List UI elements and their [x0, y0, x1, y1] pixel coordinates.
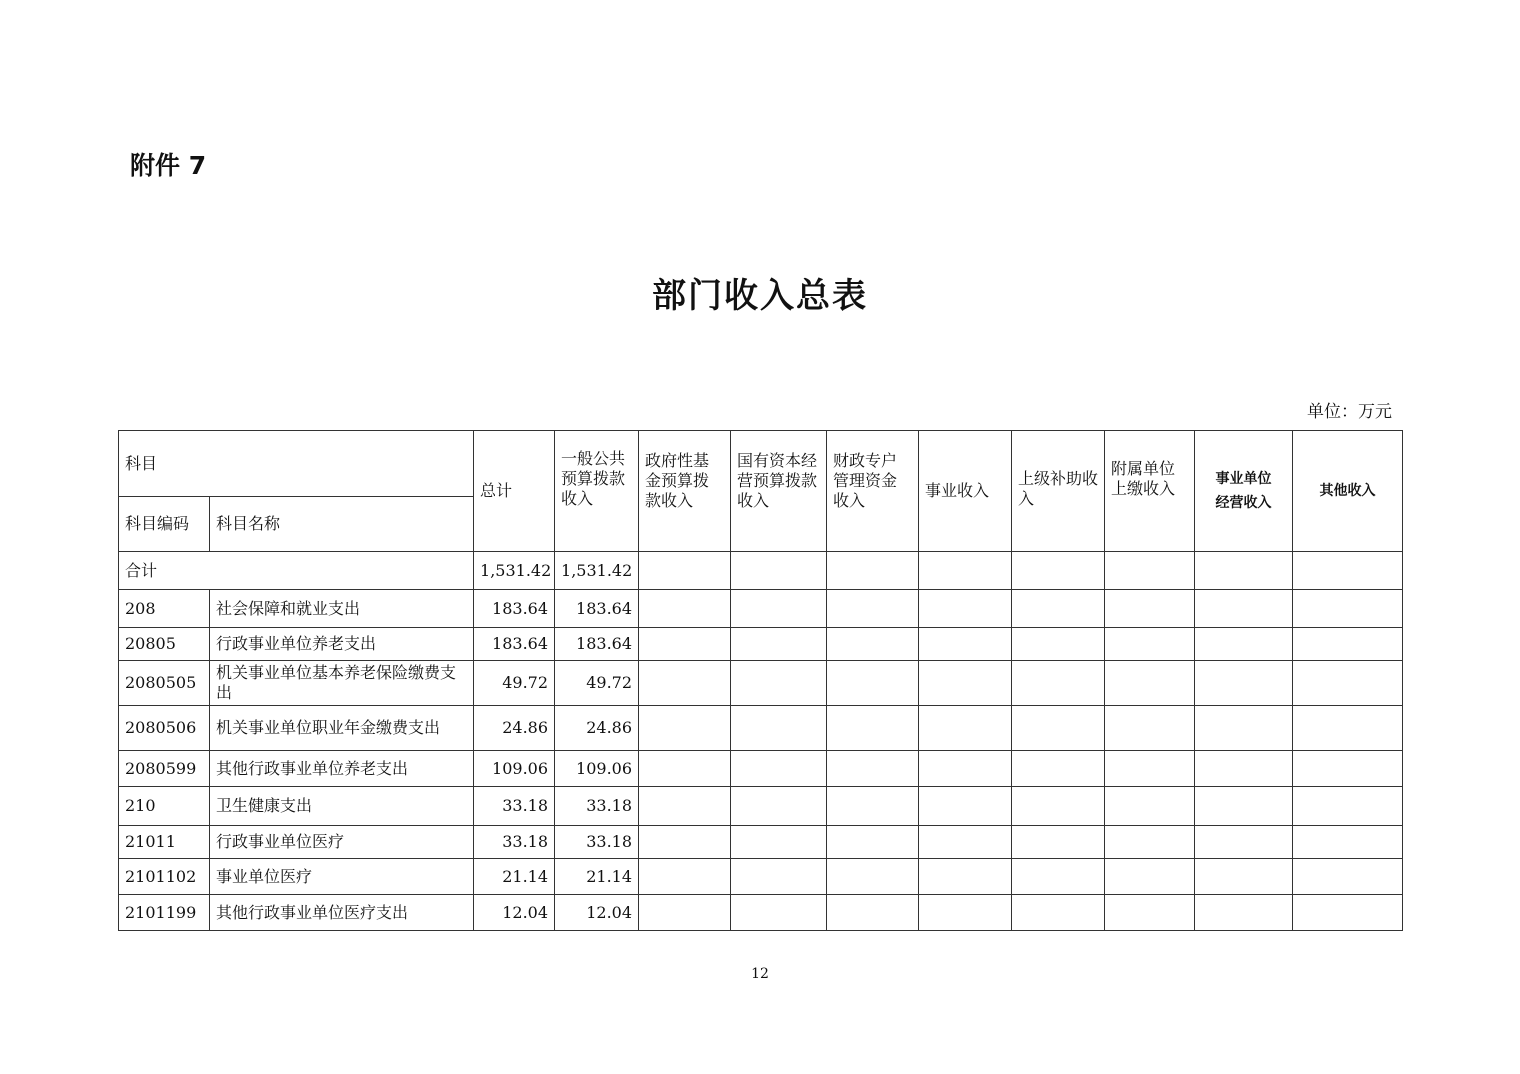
header-superior-subsidy: 上级补助收入	[1012, 431, 1105, 552]
row-general-budget: 21.14	[555, 859, 639, 895]
row-name: 机关事业单位基本养老保险缴费支出	[210, 661, 474, 706]
total-sum: 1,531.42	[474, 552, 555, 590]
row-total: 109.06	[474, 751, 555, 787]
header-code: 科目编码	[119, 497, 210, 552]
header-state-capital: 国有资本经营预算拨款收入	[731, 431, 827, 552]
row-code: 2080506	[119, 706, 210, 751]
row-code: 2080505	[119, 661, 210, 706]
row-total: 49.72	[474, 661, 555, 706]
row-total: 33.18	[474, 826, 555, 859]
row-name: 卫生健康支出	[210, 787, 474, 826]
total-row	[119, 552, 1403, 590]
row-code: 2080599	[119, 751, 210, 787]
header-gov-fund: 政府性基金预算拨款收入	[639, 431, 731, 552]
row-general-budget: 33.18	[555, 826, 639, 859]
total-general-budget: 1,531.42	[555, 552, 639, 590]
row-general-budget: 109.06	[555, 751, 639, 787]
row-code: 208	[119, 590, 210, 628]
page-title: 部门收入总表	[652, 276, 868, 316]
row-total: 33.18	[474, 787, 555, 826]
row-general-budget: 183.64	[555, 628, 639, 661]
row-code: 20805	[119, 628, 210, 661]
header-name: 科目名称	[210, 497, 474, 552]
row-name: 行政事业单位养老支出	[210, 628, 474, 661]
header-fiscal-special: 财政专户管理资金收入	[827, 431, 919, 552]
page-number: 12	[751, 966, 769, 982]
table-row	[119, 895, 1403, 931]
row-general-budget: 183.64	[555, 590, 639, 628]
header-total: 总计	[474, 431, 555, 552]
table-row	[119, 751, 1403, 787]
table-row	[119, 826, 1403, 859]
row-name: 行政事业单位医疗	[210, 826, 474, 859]
row-total: 24.86	[474, 706, 555, 751]
header-business-income: 事业收入	[919, 431, 1012, 552]
row-total: 12.04	[474, 895, 555, 931]
row-name: 其他行政事业单位医疗支出	[210, 895, 474, 931]
row-code: 2101102	[119, 859, 210, 895]
row-name: 事业单位医疗	[210, 859, 474, 895]
unit-label: 单位：万元	[1307, 402, 1392, 422]
header-affiliate-payment: 附属单位上缴收入	[1105, 431, 1195, 552]
row-general-budget: 33.18	[555, 787, 639, 826]
row-total: 21.14	[474, 859, 555, 895]
header-other-income: 其他收入	[1293, 431, 1403, 552]
row-name: 社会保障和就业支出	[210, 590, 474, 628]
header-subject: 科目	[119, 431, 474, 497]
row-name: 机关事业单位职业年金缴费支出	[210, 706, 474, 751]
table-row	[119, 787, 1403, 826]
attachment-label: 附件 7	[130, 151, 207, 180]
row-code: 2101199	[119, 895, 210, 931]
table-row	[119, 628, 1403, 661]
row-total: 183.64	[474, 590, 555, 628]
header-general-budget: 一般公共预算拨款收入	[555, 431, 639, 552]
table-row	[119, 661, 1403, 706]
row-general-budget: 12.04	[555, 895, 639, 931]
row-code: 21011	[119, 826, 210, 859]
table-row	[119, 706, 1403, 751]
table-row	[119, 859, 1403, 895]
total-label: 合计	[119, 552, 474, 590]
row-code: 210	[119, 787, 210, 826]
row-general-budget: 24.86	[555, 706, 639, 751]
table-row	[119, 590, 1403, 628]
row-general-budget: 49.72	[555, 661, 639, 706]
row-name: 其他行政事业单位养老支出	[210, 751, 474, 787]
income-table	[118, 430, 1403, 931]
header-operating-income: 事业单位经营收入	[1195, 431, 1293, 552]
row-total: 183.64	[474, 628, 555, 661]
